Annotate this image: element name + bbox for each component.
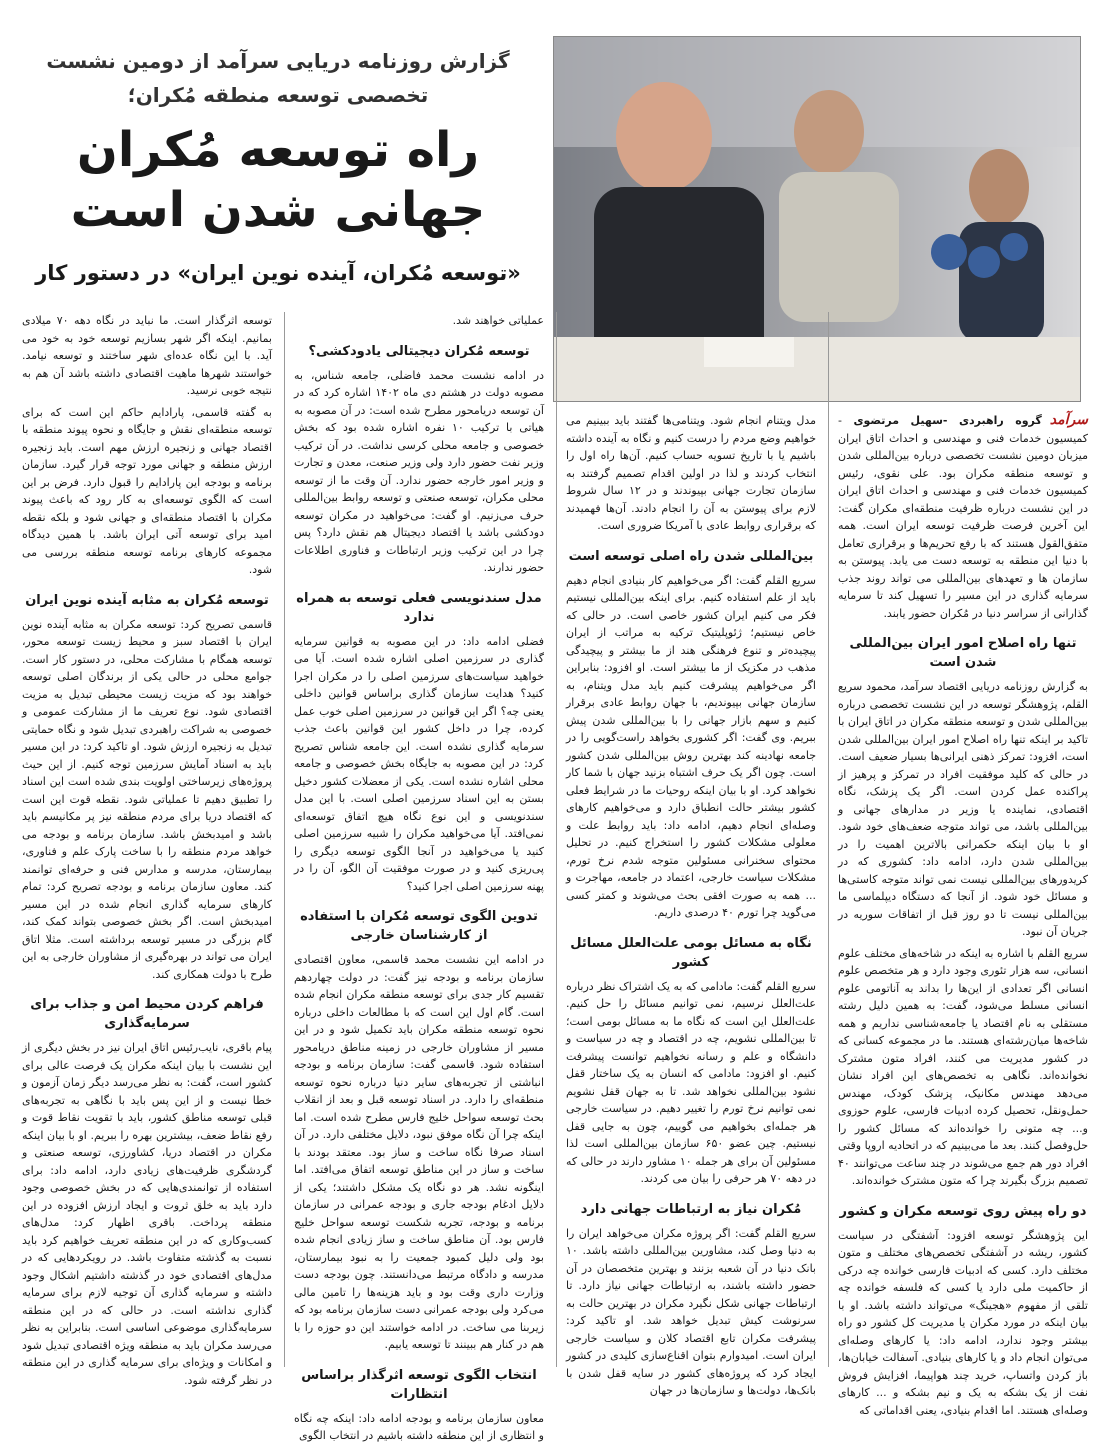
paragraph: پیام باقری، نایب‌رئیس اتاق ایران نیز در بخش دیگری از این نشست با بیان اینکه مکران یک فرصت عالی برای کشور است، گفت: به نظر می‌رسد دیگر زمان آزمون و خطا نیست و از این پس باید با نگاهی به تجربه‌های قبلی توسعه مناطق کشور، باید با تقویت نقاط قوت و رفع نقاط ضعف، بیشترین بهره را ببریم. او با بیان اینکه مکران در اقتصاد دریا، کشاورزی، توسعه صنعتی و گردشگری ظرفیت‌های زیادی دارد، ادامه داد: برای استفاده از توانمندی‌هایی که در بخش خصوصی وجود دارد باید به خلق ثروت و ایجاد ارزش افزوده در این منطقه پرداخت. باقری اظهار کرد: مدل‌های کسب‌وکاری که در این منطقه تعریف خواهیم کرد باید نسبت به گذشته متفاوت باشد. در رویکردهایی که در مدل‌های اقتصادی خود در گذشته داشتیم اشکال وجود داشته و سرمایه گذاری آن توجیه لازم برای سرمایه گذاری نداشته است. در حالی که در این منطقه سرمایه‌گذاری موضوعی اساسی است. بنابراین به نظر می‌رسد مکران باید به منطقه ویژه اقتصادی تبدیل شود و امکانات و ویژه‌ای برای سرمایه گذاری در این منطقه در نظر گرفته شود. [22, 1041, 272, 1387]
section-heading: تنها راه اصلاح امور ایران بین‌المللی شدن است [849, 636, 1077, 670]
paragraph: در ادامه نشست محمد فاضلی، جامعه شناس، به مصوبه دولت در هشتم دی ماه ۱۴۰۲ اشاره کرد که در آن توسعه دریامحور مطرح شده است: در آن مصوبه به هیاتی با ترکیب ۱۰ نفره اشاره شده بود که بخش خصوصی و جامعه محلی کرسی نداشت. در آن ترکیب وزیر نفت حضور دارد ولی وزیر صنعت، معدن و تجارت و وزیر امور خارجه حضور ندارد. آن وقت ما از توسعه محلی مکران، توسعه صنعتی و توسعه روابط بین‌المللی حرف می‌زنیم. او گفت: می‌خواهید در مکران توسعه دودکشی باشد یا اقتصاد دیجیتال هم نقش دارد؟ پس چرا در این ترکیب وزیر ارتباطات و فناوری اطلاعات حضور ندارند. [294, 368, 545, 574]
paragraph: سریع القلم گفت: اگر می‌خواهیم کار بنیادی انجام دهیم باید از علم استفاده کنیم. برای اینکه بین‌المللی نیستیم فکر می کنیم ایران کشور خاصی است. در حالی که خاص نیستیم؛ ژئوپلیتیک ترکیه به مراتب از ایران پیچیده‌تر و تنوع فرهنگی هند از ما بیشتر و پیچیدگی مذهب در مکزیک از ما بیشتر است. او افزود: بنابراین اگر می‌خواهیم پیشرفت کنیم باید مدل ویتنام، به سازمان جهانی بپیوندیم، با جهان روابط عادی برقرار کنیم و سهم بازار جهانی را با بین‌المللی شدن پیش ببریم. وی گفت: اگر کشوری بخواهد راست‌گویی را در جامعه نهادینه کند بهترین روش بین‌المللی شدن کشور است. چون اگر یک حرف اشتباه بزنید جهان با شما کار نخواهد کرد. او با بیان اینکه روحیات ما در شرایط فعلی کشور بیشتر حالت انطباق دارد و می‌خواهیم کارهای وصله‌ای انجام دهیم، ادامه داد: باید روابط علت و معلولی مشکلات کشور را استخراج کنیم. در تحلیل محتوای سخنرانی مسئولین متوجه شدم نرخ تورم، مشکلات سیاست خارجی، اعتماد در جامعه، مهاجرت و ... همه به صورت افقی بحث می‌شوند و کمتر کسی می‌گوید چرا تورم ۴۰ درصدی داریم. [566, 573, 816, 919]
column-divider [828, 312, 829, 1367]
paragraph: سریع القلم گفت: مادامی که به یک اشتراک نظر درباره علت‌العلل نرسیم، نمی توانیم مسائل را حل کنیم. علت‌العلل این است که نگاه ما به مسائل بومی است؛ تا بین‌المللی نشویم، چه در اقتصاد و چه در سیاست و دانشگاه و علم و رسانه نخواهیم توانست پیشرفت کنیم. او افزود: مادامی که انسان به یک ساختار قفل نشود بین‌المللی نخواهد شد. تا به جهان قفل نشویم نمی توانیم نرخ تورم را تغییر دهیم. در سیاست خارجی هر جمله‌ای بخواهیم می گوییم، چون به جایی قفل نیستیم. چین عضو ۶۵۰ سازمان بین‌المللی است لذا مسئولین آن برای هر جمله ۱۰ مشاور دارند در حالی که در دهه ۷۰ هر حرفی را بیان می کردند. [566, 979, 817, 1185]
section-heading: نگاه به مسائل بومی علت‌العلل مسائل کشور [570, 935, 812, 970]
article-column-4 [838, 412, 1088, 1423]
article-column-3 [566, 412, 816, 1404]
paragraph: عملیاتی خواهند شد. [452, 314, 544, 327]
section-heading: تدوین الگوی توسعه مُکران با استفاده از کارشناسان خارجی [300, 909, 538, 943]
main-title: راه توسعه مُکران جهانی شدن است [70, 122, 486, 238]
kicker: گزارش روزنامه دریایی سرآمد از دومین نشست تخصصی توسعه منطقه مُکران؛ [46, 49, 510, 107]
paragraph: مدل ویتنام انجام شود. ویتنامی‌ها گفتند باید ببینیم می خواهیم وضع مردم را درست کنیم و نگاه به آینده داشته باشیم یا با تاریخ تسویه حساب کنیم. آن‌ها راه اول را انتخاب کردند و لذا در اولین اقدام تصمیم گرفتند به سازمان تجارت جهانی بپیوندند و در ۱۲ سال شروط لازم برای پیوستن به آن را انجام دادند. آن‌ها فهمیدند که برقراری روابط عادی با آمریکا ضروری است. [566, 414, 817, 532]
section-heading: دو راه پیش روی توسعه مکران و کشور [839, 1203, 1087, 1219]
paragraph: این پژوهشگر توسعه افزود: آشفتگی در سیاست کشور، ریشه در آشفتگی تخصص‌های مختلف و متون مختلف دارد. کسی که ادبیات فارسی خوانده چه درکی از حاکمیت ملی دارد یا کسی که فلسفه خوانده چه تلقی از مفهوم «هجینگ» می‌تواند داشته باشد. او با بیان اینکه در مورد مکران یا مدیریت کل کشور دو راه بیشتر وجود ندارد، ادامه داد: یا کارهای وصله‌ای می‌توان انجام داد و یا کارهای بنیادی. آسفالت خیابان‌ها، باز کردن واتساپ، خرید چند هواپیما، افزایش فروش نفت از یک بشکه به یک و نیم بشکه و ... کارهای وصله‌ای هستند. اما اقدام بنیادی، یعنی اقداماتی که [838, 1228, 1088, 1417]
photo-icon [554, 37, 1080, 401]
section-heading: توسعه مُکران به مثابه آینده نوین ایران [25, 592, 269, 608]
article-column-1 [22, 312, 272, 1393]
paragraph: فضلی ادامه داد: در این مصوبه به قوانین سرمایه گذاری در سرزمین اصلی اشاره شده است. آیا می خواهید سیاست‌های سرزمین اصلی را در مکران اجرا کنید؟ هدایت سازمان گذاری براساس قوانین داخلی یعنی چه؟ اگر این قوانین در سرزمین اصلی خوب عمل کرده، چرا در داخل کشور این قوانین باعث جذب سرمایه گذاری نشده است. این جامعه شناس تصریح کرد: در این مصوبه به جایگاه بخش خصوصی و جامعه محلی اشاره نشده است. یکی از معضلات کشور دخیل بستن به این اسناد سرزمین اصلی است. با این مدل سندنویسی و این نوع نگاه هیچ اتفاق توسعه‌ای نمی‌افتد. آیا می‌خواهید مکران را شبیه سرزمین اصلی کنید یا می‌خواهید در آنجا الگوی توسعه دیگری را پی‌ریزی کنید و در صورت موفقیت آن الگو، آن را در پهنه سرزمین اصلی اجرا کنید؟ [294, 634, 544, 893]
section-heading: فراهم کردن محیط امن و جذاب برای سرمایه‌گذاری [30, 997, 264, 1031]
paragraph: معاون سازمان برنامه و بودجه ادامه داد: اینکه چه نگاه و انتظاری از این منطقه داشته باشیم در انتخاب الگوی [294, 1411, 544, 1442]
headline-block [20, 36, 536, 308]
section-heading: بین‌المللی شدن راه اصلی توسعه است [568, 548, 814, 564]
column-divider [284, 312, 285, 1367]
paragraph: به گزارش روزنامه دریایی اقتصاد سرآمد، محمود سریع القلم، پژوهشگر توسعه در این نشست تخصصی درباره بین‌المللی شدن و توسعه منطقه مکران در اتاق ایران با تاکید بر اینکه تنها راه اصلاح امور ایران بین‌المللی شدن است، افزود: تمرکز ذهنی ایرانی‌ها بسیار ضعیف است. در حالی که کلید موفقیت افراد در تمرکز و پرهیز از پراکنده عمل کردن است. اگر یک پزشک، نگاه اقتصادی، نماینده یا وزیر در مدارهای جهانی و بین‌المللی باشد، می تواند متوجه ضعف‌های خود شود. او با بیان اینکه حکمرانی بالاترین اهمیت را در بین‌المللی شدن دارد، ادامه داد: کشوری که در کریدورهای بین‌المللی نیست نمی تواند متوجه کاستی‌ها و مسائل خود شود. از آنجا که دستگاه دیپلماسی ما بین‌المللی نیست تا دو روز قبل از اتفاقات سوریه در جریان آن نبود. [838, 680, 1088, 938]
paragraph: به گفته قاسمی، پارادایم حاکم این است که برای توسعه منطقه‌ای نقش و جایگاه و نحوه پیوند منطقه با اقتصاد جهانی و زنجیره ارزش مهم است. باید زنجیره ارزش منطقه و جهانی مورد توجه قرار گیرد. سازمان برنامه و بودجه این پارادایم را قبول دارد. فرض بر این است که الگوی توسعه‌ای به کار رود که باعث پیوند مکران با اقتصاد منطقه‌ای و جهانی شود و بلکه نقطه امید برای توسعه آتی ایران باشد. با همین دیدگاه مجموعه کارهای برنامه توسعه منطقه بررسی می شود. [22, 405, 272, 576]
paragraph: در ادامه این نشست محمد قاسمی، معاون اقتصادی سازمان برنامه و بودجه نیز گفت: در دولت چهاردهم تقسیم کار جدی برای توسعه منطقه مکران انجام شده است. گام اول این است که با مطالعات داخلی درباره نحوه توسعه منطقه مکران باید تکمیل شود و در این مسیر از مشاوران خارجی در زمینه مناطق دریامحور استفاده شود. قاسمی گفت: سازمان برنامه و بودجه انباشتی از تجربه‌های سایر دنیا درباره نحوه توسعه منطقه‌ای را دارد. در اسناد توسعه قبل و بعد از انقلاب بحث توسعه سواحل خلیج فارس مطرح شده است. اما اینکه چرا آن نگاه موفق نبود، دلایل مختلفی دارد. در آن اسناد صرفا نگاه ساخت و ساز بود. معتقد بودند با ساخت و ساز در این مناطق توسعه اتفاق می‌افتد. اما اینگونه نشد. هر دو نگاه یک مشکل داشتند؛ یکی از دلایل ادغام بودجه جاری و بودجه عمرانی در سازمان برنامه و بودجه، تجربه شکست توسعه سواحل خلیج فارس بود. آن مناطق ساخت و ساز زیادی انجام شده بود ولی دلیل کمبود جمعیت را به نبود بیمارستان، مدرسه و دادگاه مرتبط می‌دانستند. چون بودجه دست وزارت داری وقت بود و باید هزینه‌ها را تامین مالی می‌کرد ولی بودجه عمرانی دست سازمان برنامه بود که زیربنا می ساخت. در ادامه خواستند این دو حوزه را با هم در کنار هم ببینند تا توسعه یابیم. [294, 953, 544, 1351]
section-heading: مُکران نیاز به ارتباطات جهانی دارد [580, 1201, 802, 1217]
paragraph: سریع القلم با اشاره به اینکه در شاخه‌های مختلف علوم انسانی، سه هزار تئوری وجود دارد و هر متخصص علوم انسانی اگر تعدادی از این‌ها را بداند به آناتومی علوم انسانی مسلط می‌شود، گفت: به همین دلیل رشته مستقلی به نام اقتصاد یا جامعه‌شناسی نداریم و همه شاخه‌ها میان‌رشته‌ای هستند. ما در مجموعه کسانی که در کشور مدیریت می کنند، افراد متون مشترک نخوانده‌اند. نگاهی به تخصص‌های این افراد نشان می‌دهد مهندس مکانیک، پزشک کودک، مهندس حمل‌ونقل، تحصیل کرده ادبیات فارسی، علوم حوزوی و... چه متونی را خوانده‌اند که مسائل کشور را حل‌وفصل کنند. بعد ما می‌بینیم که در اتحادیه اروپا وقتی افراد دور هم جمع می‌شوند در چند ساعت می‌توانند ۴۰ تصمیم بزرگ بگیرند چرا که متون مشترک خوانده‌اند. [838, 946, 1088, 1187]
paragraph-text: - کمیسیون خدمات فنی و مهندسی و احداث اتاق ایران میزبان دومین نشست تخصصی درباره بین‌المللی شدن و توسعه منطقه مکران بود. علی نقوی، رئیس کمیسیون خدمات فنی و مهندسی و احداث اتاق ایران در این نشست درباره ظرفیت منطقه‌ای مکران گفت: این آخرین فرصت ظرفیت توسعه ایران است. همه متفق‌القول هستند که با رفع تحریم‌ها و برقراری تعامل با دنیا این منطقه به توسعه دست می یابد. پیوستن به سازمان ها و تعهدهای بین‌المللی می تواند روند جذب سرمایه گذاری در این مسیر را تسهیل کند تا سرمایه گذارانی از سراسر دنیا در مُکران حضور یابند. [838, 414, 1088, 620]
section-heading: انتخاب الگوی توسعه اثرگذار براساس انتظارات [301, 1367, 537, 1402]
article-photo [553, 36, 1081, 402]
byline: گروه راهبردی -سهیل مرتضوی [841, 414, 1042, 427]
section-heading: مدل سندنویسی فعلی توسعه به همراه ندارد [296, 590, 542, 625]
subheadline: «توسعه مُکران، آینده نوین ایران» در دستور کار [35, 261, 521, 285]
paragraph: سریع القلم گفت: اگر پروژه مکران می‌خواهد ایران را به دنیا وصل کند، مشاورین بین‌المللی داشته باشد. ۱۰ بانک دنیا در آن شعبه بزنند و بهترین متخصصان در آن حضور داشته باشند، به ارتباطات جهانی نیاز دارد. تا ارتباطات جهانی شکل نگیرد مکران در بهترین حالت به سرنوشت کیش تبدیل خواهد شد. او تاکید کرد: پیشرفت مکران تابع اقتصاد کلان و سیاست خارجی ایران است. امیدوارم بتوان اقناع‌سازی کلیدی در کشور ایجاد کرد که پروژه‌های کشور در سایه قفل شدن با بانک‌ها، دولت‌ها و سازمان‌ها در جهان [566, 1226, 816, 1397]
column-divider [556, 312, 557, 1367]
section-heading: توسعه مُکران دیجیتالی یادودکشی؟ [308, 343, 530, 359]
article-column-2 [294, 312, 544, 1449]
paragraph: قاسمی تصریح کرد: توسعه مکران به مثابه آینده نوین ایران با اقتصاد سبز و محیط زیست توسعه محور، توسعه همگام با مشارکت محلی، در دستور کار است. جوامع محلی در حالی یکی از برندگان اصلی توسعه خواهند بود که مزیت زیست محیطی تبدیل به مزیت اقتصادی شود. نوع تعریف ما از مشارکت عمومی و خصوصی به شراکت راهبردی تبدیل شود و نگاه حمایتی تبدیل به زنجیره ارزش شود. او تاکید کرد: در این مسیر باید به اسناد آمایش سرزمین توجه کنیم. از این حیث پروژه‌های زیرساختی اولویت بندی شده است این اسناد را تطبیق دهیم تا عملیاتی شود. نقطه قوت این است که اقتصاد دریا برای مردم منطقه نیز پر مکانیسم باید باشد و امیدبخش باشد. سازمان برنامه و بودجه می خواهد مردم منطقه را با ساخت پارک علم و فناوری، بیمارستان، مدرسه و مدارس فنی و حرفه‌ای توانمند کند. معاون سازمان برنامه و بودجه تصریح کرد: تمام کارهای سرمایه گذاری انجام شده در این مسیر امیدبخش است. اگر بخش خصوصی بتواند کمک کند، گام بزرگی در مسیر توسعه برداشته است. مثلا اتاق ایران می تواند در بهره‌گیری از مشاوران خارجی به این طرح با دولت همکاری کند. [22, 617, 272, 981]
paragraph [838, 412, 1088, 622]
paragraph: توسعه اثرگذار است. ما نباید در نگاه دهه ۷۰ میلادی بمانیم. اینکه اگر شهر بسازیم توسعه خود به خود می آید. با این نگاه عده‌ای شهر ساختند و توسعه نیامد. خواستند شهرها ماهیت اقتصادی داشته باشد آن هم به نتیجه خوبی نرسید. [22, 314, 272, 397]
publication-signature: سرآمد [1049, 412, 1088, 428]
